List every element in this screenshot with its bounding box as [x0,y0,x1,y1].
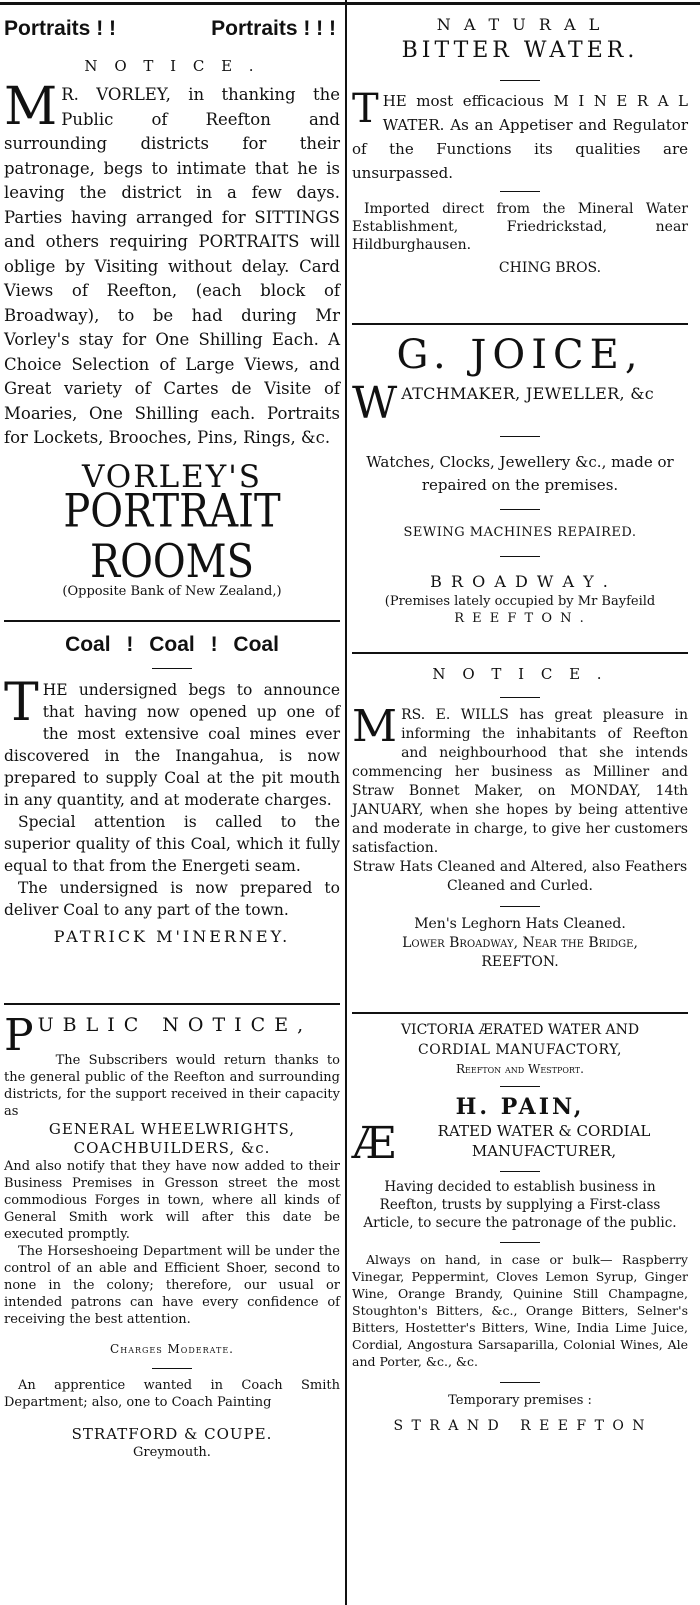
public-notice-title: UBLIC NOTICE, [37,1014,313,1036]
public-notice-body-2: And also notify that they have now added to their Business Premises in Gresson street the most commodious Forges in town, where all kinds of General Smith work will after this date be executed promptly. [4,1159,340,1242]
victoria-short-rule-3 [500,1242,540,1243]
vorleys-title: VORLEY'S [81,458,263,495]
bitter-water-advert [352,14,688,278]
joice-street: B R O A D W A Y . [430,572,610,591]
bitter-short-rule-2 [500,191,540,192]
joice-town: R E E F T O N . [454,611,586,626]
portraits-body-text: R. VORLEY, in thanking the Public of Reefton and surrounding districts for their patronage, begs to intimate that he is leaving the district in a few days. Parties having arranged for SITTINGS and others requiring PORTRAITS will oblige by Visiting without delay. Card Views of Reefton, (each block of Broadway), to be had during Mr Vorley's stay for One Shilling Each. A Choice Selection of Large Views, and Great variety of Cartes de Visite of Moaries, One Shilling each. Portraits for Lockets, Brooches, Pins, Rings, &c. [4,85,340,447]
victoria-subtitle: Reefton and Westport. [456,1062,584,1076]
right-separator-3 [352,1012,688,1014]
right-separator-2 [352,652,688,654]
joice-short-rule-2 [500,509,540,510]
joice-dropcap: W [352,378,398,429]
left-separator-2 [4,1003,340,1005]
wills-body-1 [352,701,688,858]
public-notice-body-1: The Subscribers would return thanks to the general public of the Reefton and surrounding districts, for the support received in their capacity as [4,1053,340,1119]
joice-sewing: SEWING MACHINES REPAIRED. [403,525,637,540]
bitter-signature: CHING BROS. [498,260,602,276]
victoria-body-1: Having decided to establish business in Reefton, trusts by supplying a First-class Article, to secure the patronage of the public. [363,1179,677,1231]
portraits-body [4,77,340,451]
joice-subtitle-line [352,378,688,429]
portraits-header-right: Portraits ! ! ! [211,17,336,40]
joice-subtitle: ATCHMAKER, JEWELLER, &c [401,384,655,403]
coal-short-rule [152,668,192,669]
joice-title: G. JOICE, [396,332,644,378]
wills-hats: Men's Leghorn Hats Cleaned. [414,916,626,932]
portraits-notice: N O T I C E . [84,57,260,75]
coal-body-2: Special attention is called to the superior quality of this Coal, which it fully equal to that from the Energeti seam. [4,813,340,875]
left-separator-1 [4,620,340,622]
top-rule [0,2,700,5]
bitter-title-1: N A T U R A L [436,15,604,34]
victoria-trade-2: MANUFACTURER, [471,1142,617,1160]
wills-short-rule-2 [500,906,540,907]
portrait-rooms-title: PORTRAIT ROOMS [63,484,281,589]
victoria-premises: Temporary premises : [448,1393,592,1408]
bitter-body-1-text: HE most efficacious M I N E R A L WATER. As an Appetiser and Regulator of the Functions its qualities are unsurpassed. [352,92,688,182]
column-divider [345,0,347,1605]
right-separator-1 [352,323,688,325]
wills-advert [352,664,688,972]
public-notice-signature: STRATFORD & COUPE. [71,1425,273,1443]
public-notice-heading [4,1010,340,1061]
coal-body-3: The undersigned is now prepared to deliver Coal to any part of the town. [4,879,340,919]
public-notice-place: Greymouth. [133,1445,211,1460]
victoria-title-1: VICTORIA ÆRATED WATER AND [400,1022,640,1038]
wills-short-rule-1 [500,697,540,698]
portraits-location: (Opposite Bank of New Zealand,) [62,583,282,599]
public-notice-body-4: An apprentice wanted in Coach Smith Department; also, one to Coach Painting [4,1378,340,1410]
wills-body-1-text: RS. E. WILLS has great pleasure in informing the inhabitants of Reefton and neighbourhood that she intends commencing her business as Milliner and Straw Bonnet Maker, on MONDAY, 14th JANUARY, when she hopes by being attentive and moderate in charge, to give her customers satisfaction. [352,707,688,856]
wills-dropcap: M [352,701,398,752]
portraits-dropcap: M [4,77,58,137]
victoria-short-rule-2 [500,1171,540,1172]
victoria-trade-1: RATED WATER & CORDIAL [437,1122,651,1140]
public-notice-body-3: The Horseshoeing Department will be under the control of an able and Efficient Shoer, second to none in the colony; therefore, our usual or intended patrons can have every confidence of receiving the best attention. [4,1244,340,1327]
wills-town: REEFTON. [481,954,559,970]
victoria-body-2: Always on hand, in case or bulk— Raspberry Vinegar, Peppermint, Cloves Lemon Syrup, Ginger Wine, Orange Brandy, Quinine Still Champagne, Stoughton's Bitters, &c., Orange Bitters, Selner's Bitters, Hostetter's Bitters, Wine, India Lime Juice, Cordial, Angostura Sarsaparilla, Colonial Wines, Ale and Porter, &c., &c. [352,1252,688,1369]
public-notice-trade-2: COACHBUILDERS, &c. [73,1139,271,1157]
coal-body-1 [4,673,340,811]
public-notice-dropcap: P [4,1010,34,1061]
bitter-body-2: Imported direct from the Mineral Water Establishment, Friedrickstad, near Hildburghausen. [352,201,688,253]
portraits-advert [4,14,340,600]
coal-dropcap: T [4,673,39,733]
bitter-dropcap: T [352,86,379,132]
public-notice-advert [4,1012,340,1461]
bitter-title-2: BITTER WATER. [401,38,639,63]
victoria-address: S T R A N D R E E F T O N [393,1418,647,1434]
joice-short-rule-3 [500,556,540,557]
wills-body-2: Straw Hats Cleaned and Altered, also Feathers Cleaned and Curled. [352,859,688,894]
coal-signature: PATRICK M'INERNEY. [53,927,291,946]
coal-header: Coal ! Coal ! Coal [65,633,279,656]
victoria-trade [352,1118,688,1169]
victoria-title-2: CORDIAL MANUFACTORY, [418,1042,622,1058]
coal-body-1-text: HE undersigned begs to announce that having now opened up one of the most extensive coal mines ever discovered in the Inangahua, is now prepared to supply Coal at the pit mouth in any quantity, and at moderate charges. [4,681,340,809]
victoria-short-rule-1 [500,1086,540,1087]
joice-short-rule-1 [500,436,540,437]
coal-advert [4,630,340,949]
bitter-body-1 [352,86,688,185]
public-notice-trade-1: GENERAL WHEELWRIGHTS, [48,1120,296,1138]
victoria-dropcap: Æ [352,1118,397,1169]
bitter-short-rule-1 [500,80,540,81]
joice-premises: (Premises lately occupied by Mr Bayfeild [384,594,656,609]
joice-body: Watches, Clocks, Jewellery &c., made or repaired on the premises. [366,453,674,494]
victoria-advert [352,1020,688,1437]
portraits-header-left: Portraits ! ! [4,17,117,40]
joice-advert [352,330,688,628]
wills-address: Lower Broadway, Near the Bridge, [402,935,638,951]
victoria-short-rule-4 [500,1382,540,1383]
public-notice-short-rule [152,1368,192,1369]
wills-notice: N O T I C E . [432,665,608,683]
public-notice-charges: Charges Moderate. [110,1342,234,1356]
victoria-name: H. PAIN, [455,1094,585,1120]
